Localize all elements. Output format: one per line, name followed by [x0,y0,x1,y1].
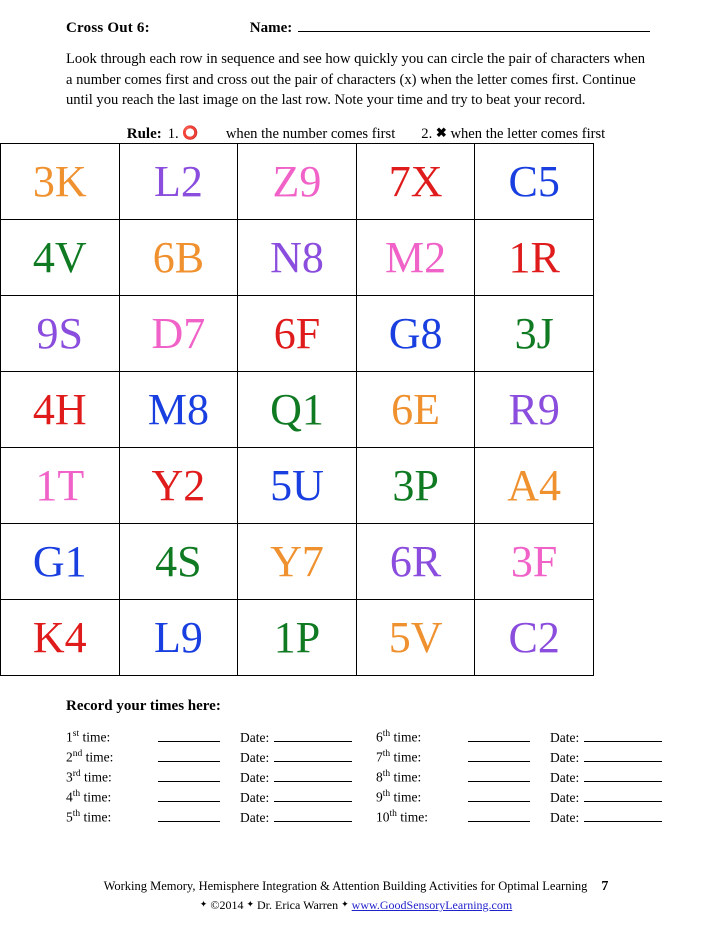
time-ordinal-label: 9th time: [376,789,422,805]
grid-cell[interactable]: Q1 [238,372,357,448]
instructions-text: Look through each row in sequence and see how quickly you can circle the pair of characters when a number comes first and cross out the pair of characters (x) when the letter comes first. Continue until you reach the last image on the last row. Note your time and try to beat your record. [66,51,646,109]
grid-cell[interactable]: 1R [475,220,594,296]
time-blank[interactable] [468,750,530,762]
grid-cell[interactable]: C5 [475,144,594,220]
time-entry-row [376,789,662,806]
grid-cell[interactable]: K4 [1,600,120,676]
header [0,0,712,37]
grid-row [1,220,594,296]
time-entry-row [66,789,376,806]
rule-second [421,125,605,143]
date-blank[interactable] [274,750,352,762]
time-entry-row [66,749,376,766]
time-blank[interactable] [468,810,530,822]
time-ordinal-label: 8th time: [376,769,422,785]
time-entry-row [376,769,662,786]
date-blank[interactable] [274,790,352,802]
grid-cell[interactable]: 4V [1,220,120,296]
date-blank[interactable] [584,730,662,742]
grid-cell[interactable]: 1T [1,448,120,524]
date-label: Date: [240,769,270,785]
times-column-left [66,729,376,826]
character-grid [0,143,594,676]
time-ordinal-label: 6th time: [376,729,422,745]
time-blank[interactable] [468,790,530,802]
circle-icon: ⭕ [182,125,199,141]
time-ordinal-label: 2nd time: [66,749,114,765]
date-label: Date: [240,749,270,765]
time-blank[interactable] [158,750,220,762]
time-ordinal-label: 4th time: [66,789,112,805]
time-blank[interactable] [468,770,530,782]
grid-row [1,296,594,372]
time-entry-row [376,749,662,766]
rule-first-text: when the number comes first [225,126,396,143]
name-input-line[interactable] [298,18,650,32]
grid-cell[interactable]: 6R [356,524,475,600]
name-field-wrap [250,18,650,37]
grid-cell[interactable]: L9 [119,600,238,676]
grid-cell[interactable]: Y2 [119,448,238,524]
grid-cell[interactable]: Z9 [238,144,357,220]
time-entry-row [66,769,376,786]
date-label: Date: [240,729,270,745]
date-label: Date: [240,809,270,825]
grid-cell[interactable]: 3P [356,448,475,524]
date-label: Date: [550,729,580,745]
grid-cell[interactable]: 4S [119,524,238,600]
grid-cell[interactable]: 3J [475,296,594,372]
time-ordinal-label: 1st time: [66,729,111,745]
date-label: Date: [550,769,580,785]
grid-row [1,600,594,676]
footer-author: Dr. Erica Warren [257,898,339,912]
grid-cell[interactable]: M2 [356,220,475,296]
grid-cell[interactable]: G1 [1,524,120,600]
grid-cell[interactable]: C2 [475,600,594,676]
date-label: Date: [550,749,580,765]
grid-row [1,524,594,600]
rule-first-number: 1. [167,126,179,143]
grid-cell[interactable]: 4H [1,372,120,448]
grid-cell[interactable]: 6B [119,220,238,296]
time-entry-row [376,809,662,826]
time-entry-row [376,729,662,746]
grid-cell[interactable]: 5U [238,448,357,524]
grid-cell[interactable]: A4 [475,448,594,524]
grid-cell[interactable]: 7X [356,144,475,220]
record-times-heading: Record your times here: [66,698,221,715]
rule-second-text: when the letter comes first [450,126,606,143]
time-blank[interactable] [158,730,220,742]
grid-cell[interactable]: M8 [119,372,238,448]
grid-cell[interactable]: D7 [119,296,238,372]
rule-line [0,125,712,143]
date-blank[interactable] [274,810,352,822]
date-blank[interactable] [584,750,662,762]
footer-series-title: Working Memory, Hemisphere Integration & Attention Building Activities for Optimal Learning [103,879,588,893]
footer-copyright: ©2014 [210,898,244,912]
time-entry-row [66,729,376,746]
grid-row [1,372,594,448]
time-blank[interactable] [158,770,220,782]
date-blank[interactable] [274,730,352,742]
grid-cell[interactable]: N8 [238,220,357,296]
footer [0,879,712,913]
name-label: Name: [249,20,293,36]
footer-website-link[interactable]: www.GoodSensoryLearning.com [351,898,513,912]
time-entry-row [66,809,376,826]
time-ordinal-label: 5th time: [66,809,112,825]
time-blank[interactable] [158,790,220,802]
page-number: 7 [601,879,609,894]
date-label: Date: [240,789,270,805]
rule-second-number: 2. [421,126,433,143]
grid-cell[interactable]: L2 [119,144,238,220]
time-blank[interactable] [158,810,220,822]
diamond-icon-3: ✦ [341,899,349,909]
date-blank[interactable] [274,770,352,782]
grid-cell[interactable]: 1P [238,600,357,676]
grid-row [1,448,594,524]
date-label: Date: [550,809,580,825]
rule-label: Rule: [126,125,162,142]
date-blank[interactable] [584,790,662,802]
grid-cell[interactable]: 9S [1,296,120,372]
grid-cell[interactable]: 6E [356,372,475,448]
grid-cell[interactable]: R9 [475,372,594,448]
grid-row [1,144,594,220]
grid-cell[interactable]: 3K [1,144,120,220]
cross-icon: ✖ [435,125,447,141]
grid-cell[interactable]: 3F [475,524,594,600]
time-ordinal-label: 10th time: [376,809,429,825]
record-times-area [0,715,712,826]
grid-cell[interactable]: Y7 [238,524,357,600]
grid-cell[interactable]: 6F [238,296,357,372]
time-blank[interactable] [468,730,530,742]
date-blank[interactable] [584,770,662,782]
date-blank[interactable] [584,810,662,822]
time-ordinal-label: 3rd time: [66,769,112,785]
date-label: Date: [550,789,580,805]
rule-first [168,125,396,143]
grid-cell[interactable]: G8 [356,296,475,372]
time-ordinal-label: 7th time: [376,749,422,765]
times-column-right [376,729,662,826]
grid-cell[interactable]: 5V [356,600,475,676]
page-title: Cross Out 6: [66,20,150,36]
diamond-icon-2: ✦ [246,899,255,909]
diamond-icon: ✦ [199,899,208,909]
